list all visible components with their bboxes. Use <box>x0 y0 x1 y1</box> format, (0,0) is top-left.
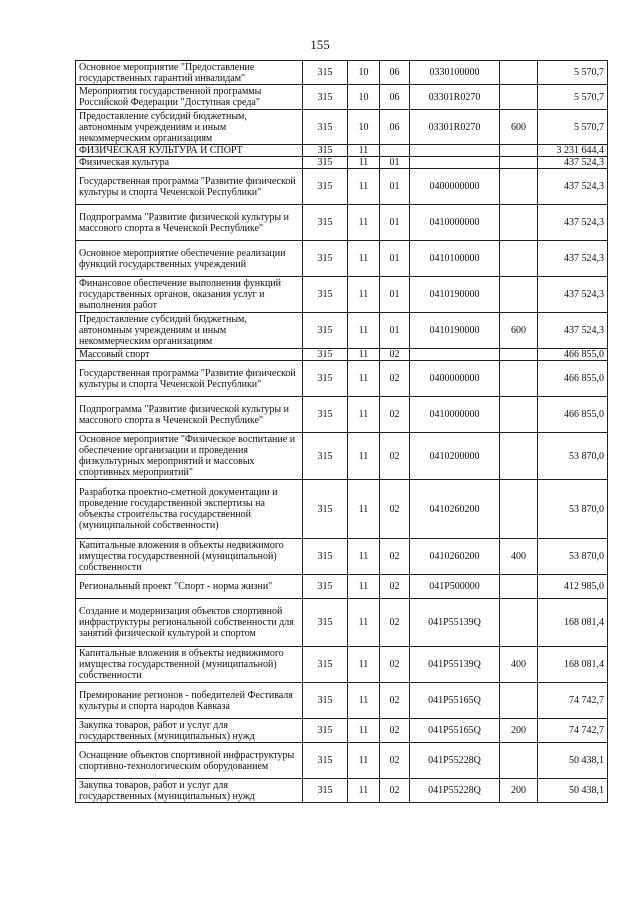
row-expense-type-cell: 200 <box>500 719 538 743</box>
table-row <box>76 313 608 349</box>
row-expense-type-cell <box>500 599 538 647</box>
row-amount-cell: 50 438,1 <box>538 779 608 803</box>
row-amount-cell: 3 231 644,4 <box>538 145 608 157</box>
row-grbs-cell: 315 <box>303 85 348 110</box>
row-grbs-cell: 315 <box>303 169 348 205</box>
row-grbs-cell: 315 <box>303 397 348 433</box>
row-target-article-cell <box>410 349 500 361</box>
table-row <box>76 110 608 145</box>
row-target-article-cell: 0410260200 <box>410 539 500 575</box>
row-expense-type-cell <box>500 169 538 205</box>
row-expense-type-cell: 600 <box>500 313 538 349</box>
row-grbs-cell: 315 <box>303 110 348 145</box>
table-row <box>76 85 608 110</box>
row-name-cell: Закупка товаров, работ и услуг для государственных (муниципальных) нужд <box>76 779 303 803</box>
table-row <box>76 743 608 779</box>
table-row <box>76 241 608 277</box>
row-target-article-cell: 0410190000 <box>410 277 500 313</box>
row-grbs-cell: 315 <box>303 779 348 803</box>
row-amount-cell: 74 742,7 <box>538 719 608 743</box>
row-target-article-cell: 03301R0270 <box>410 110 500 145</box>
row-section-cell: 11 <box>348 575 380 599</box>
row-amount-cell: 74 742,7 <box>538 683 608 719</box>
row-section-cell: 10 <box>348 61 380 85</box>
row-subsection-cell: 02 <box>380 539 410 575</box>
row-section-cell: 11 <box>348 205 380 241</box>
table-row <box>76 575 608 599</box>
row-expense-type-cell <box>500 397 538 433</box>
row-expense-type-cell <box>500 433 538 480</box>
row-section-cell: 11 <box>348 169 380 205</box>
row-name-cell: Премирование регионов - победителей Фестиваля культуры и спорта народов Кавказа <box>76 683 303 719</box>
row-name-cell: Закупка товаров, работ и услуг для государственных (муниципальных) нужд <box>76 719 303 743</box>
row-section-cell: 11 <box>348 157 380 169</box>
row-subsection-cell: 02 <box>380 480 410 539</box>
row-subsection-cell: 02 <box>380 361 410 397</box>
row-target-article-cell: 0400000000 <box>410 169 500 205</box>
row-expense-type-cell <box>500 157 538 169</box>
row-target-article-cell <box>410 145 500 157</box>
row-grbs-cell: 315 <box>303 575 348 599</box>
row-section-cell: 11 <box>348 480 380 539</box>
row-name-cell: Финансовое обеспечение выполнения функций государственных органов, оказания услуг и выполнения работ <box>76 277 303 313</box>
row-target-article-cell: 041P55139Q <box>410 647 500 683</box>
row-amount-cell: 168 081,4 <box>538 647 608 683</box>
row-amount-cell: 466 855,0 <box>538 397 608 433</box>
row-target-article-cell: 041P500000 <box>410 575 500 599</box>
table-row <box>76 205 608 241</box>
row-section-cell: 11 <box>348 779 380 803</box>
row-target-article-cell: 041P55228Q <box>410 779 500 803</box>
row-amount-cell: 412 985,0 <box>538 575 608 599</box>
row-grbs-cell: 315 <box>303 313 348 349</box>
row-expense-type-cell <box>500 85 538 110</box>
row-grbs-cell: 315 <box>303 277 348 313</box>
row-name-cell: Основное мероприятие "Предоставление государственных гарантий инвалидам" <box>76 61 303 85</box>
row-grbs-cell: 315 <box>303 719 348 743</box>
row-subsection-cell: 01 <box>380 313 410 349</box>
row-name-cell: ФИЗИЧЕСКАЯ КУЛЬТУРА И СПОРТ <box>76 145 303 157</box>
row-section-cell: 10 <box>348 110 380 145</box>
row-expense-type-cell <box>500 61 538 85</box>
row-name-cell: Оснащение объектов спортивной инфраструктуры спортивно-технологическим оборудованием <box>76 743 303 779</box>
row-name-cell: Массовый спорт <box>76 349 303 361</box>
row-target-article-cell: 0410000000 <box>410 397 500 433</box>
row-target-article-cell: 0410260200 <box>410 480 500 539</box>
row-name-cell: Мероприятия государственной программы Российской Федерации "Доступная среда" <box>76 85 303 110</box>
row-amount-cell: 437 524,3 <box>538 277 608 313</box>
row-amount-cell: 168 081,4 <box>538 599 608 647</box>
row-section-cell: 11 <box>348 599 380 647</box>
row-grbs-cell: 315 <box>303 241 348 277</box>
table-row <box>76 719 608 743</box>
row-grbs-cell: 315 <box>303 205 348 241</box>
table-row <box>76 599 608 647</box>
table-row <box>76 647 608 683</box>
table-row <box>76 779 608 803</box>
table-row <box>76 61 608 85</box>
table-row <box>76 480 608 539</box>
row-target-article-cell <box>410 157 500 169</box>
row-section-cell: 10 <box>348 85 380 110</box>
row-name-cell: Подпрограмма "Развитие физической культуры и массового спорта в Чеченской Республике" <box>76 397 303 433</box>
row-expense-type-cell: 400 <box>500 647 538 683</box>
budget-table-body <box>76 61 608 803</box>
row-expense-type-cell: 400 <box>500 539 538 575</box>
row-grbs-cell: 315 <box>303 433 348 480</box>
row-subsection-cell: 02 <box>380 743 410 779</box>
row-subsection-cell: 06 <box>380 85 410 110</box>
table-row <box>76 683 608 719</box>
row-subsection-cell: 02 <box>380 433 410 480</box>
row-expense-type-cell <box>500 361 538 397</box>
row-amount-cell: 466 855,0 <box>538 349 608 361</box>
row-subsection-cell: 06 <box>380 110 410 145</box>
row-subsection-cell: 01 <box>380 157 410 169</box>
row-section-cell: 11 <box>348 719 380 743</box>
row-name-cell: Капитальные вложения в объекты недвижимого имущества государственной (муниципальной) собственности <box>76 647 303 683</box>
row-amount-cell: 437 524,3 <box>538 169 608 205</box>
row-expense-type-cell <box>500 145 538 157</box>
row-expense-type-cell <box>500 480 538 539</box>
row-expense-type-cell <box>500 277 538 313</box>
row-grbs-cell: 315 <box>303 361 348 397</box>
row-target-article-cell: 041P55165Q <box>410 719 500 743</box>
row-name-cell: Основное мероприятие обеспечение реализации функций государственных учреждений <box>76 241 303 277</box>
row-expense-type-cell: 600 <box>500 110 538 145</box>
row-target-article-cell: 0410190000 <box>410 313 500 349</box>
row-section-cell: 11 <box>348 683 380 719</box>
row-target-article-cell: 041P55165Q <box>410 683 500 719</box>
row-name-cell: Физическая культура <box>76 157 303 169</box>
row-subsection-cell: 06 <box>380 61 410 85</box>
row-expense-type-cell <box>500 743 538 779</box>
row-section-cell: 11 <box>348 313 380 349</box>
row-amount-cell: 53 870,0 <box>538 539 608 575</box>
row-subsection-cell: 01 <box>380 241 410 277</box>
row-name-cell: Региональный проект "Спорт - норма жизни" <box>76 575 303 599</box>
row-amount-cell: 53 870,0 <box>538 433 608 480</box>
row-target-article-cell: 0410000000 <box>410 205 500 241</box>
row-expense-type-cell: 200 <box>500 779 538 803</box>
row-subsection-cell: 02 <box>380 719 410 743</box>
row-amount-cell: 437 524,3 <box>538 313 608 349</box>
row-section-cell: 11 <box>348 397 380 433</box>
row-target-article-cell: 0410200000 <box>410 433 500 480</box>
table-row <box>76 433 608 480</box>
row-section-cell: 11 <box>348 349 380 361</box>
row-section-cell: 11 <box>348 647 380 683</box>
row-subsection-cell: 02 <box>380 349 410 361</box>
row-subsection-cell: 02 <box>380 683 410 719</box>
row-name-cell: Основное мероприятие "Физическое воспитание и обеспечение организации и проведения физкультурных мероприятий и массовых спортивных мероприятий" <box>76 433 303 480</box>
row-grbs-cell: 315 <box>303 349 348 361</box>
row-subsection-cell: 02 <box>380 647 410 683</box>
row-grbs-cell: 315 <box>303 599 348 647</box>
row-target-article-cell: 03301R0270 <box>410 85 500 110</box>
row-section-cell: 11 <box>348 743 380 779</box>
row-amount-cell: 437 524,3 <box>538 157 608 169</box>
row-name-cell: Государственная программа "Развитие физической культуры и спорта Чеченской Республики" <box>76 361 303 397</box>
row-name-cell: Государственная программа "Развитие физической культуры и спорта Чеченской Республики" <box>76 169 303 205</box>
row-section-cell: 11 <box>348 145 380 157</box>
table-row <box>76 277 608 313</box>
row-expense-type-cell <box>500 575 538 599</box>
table-row <box>76 539 608 575</box>
row-name-cell: Создание и модернизация объектов спортивной инфраструктуры региональной собственности для занятий физической культурой и спортом <box>76 599 303 647</box>
row-amount-cell: 5 570,7 <box>538 61 608 85</box>
row-amount-cell: 437 524,3 <box>538 241 608 277</box>
row-amount-cell: 5 570,7 <box>538 110 608 145</box>
row-amount-cell: 437 524,3 <box>538 205 608 241</box>
table-row <box>76 349 608 361</box>
row-section-cell: 11 <box>348 277 380 313</box>
page-number: 155 <box>310 37 330 52</box>
row-name-cell: Капитальные вложения в объекты недвижимого имущества государственной (муниципальной) собственности <box>76 539 303 575</box>
row-grbs-cell: 315 <box>303 647 348 683</box>
row-subsection-cell: 02 <box>380 779 410 803</box>
row-target-article-cell: 041P55139Q <box>410 599 500 647</box>
row-subsection-cell: 02 <box>380 599 410 647</box>
row-name-cell: Подпрограмма "Развитие физической культуры и массового спорта в Чеченской Республике" <box>76 205 303 241</box>
row-name-cell: Предоставление субсидий бюджетным, автономным учреждениям и иным некоммерческим организациям <box>76 313 303 349</box>
row-section-cell: 11 <box>348 433 380 480</box>
row-subsection-cell <box>380 145 410 157</box>
row-expense-type-cell <box>500 241 538 277</box>
budget-table <box>75 60 608 803</box>
row-name-cell: Разработка проектно-сметной документации и проведение государственной экспертизы на объекты строительства государственной (муниципальной собственности) <box>76 480 303 539</box>
row-grbs-cell: 315 <box>303 157 348 169</box>
row-section-cell: 11 <box>348 361 380 397</box>
row-amount-cell: 5 570,7 <box>538 85 608 110</box>
row-amount-cell: 466 855,0 <box>538 361 608 397</box>
row-grbs-cell: 315 <box>303 480 348 539</box>
table-row <box>76 145 608 157</box>
table-row <box>76 397 608 433</box>
row-subsection-cell: 02 <box>380 575 410 599</box>
row-target-article-cell: 0410100000 <box>410 241 500 277</box>
row-subsection-cell: 01 <box>380 277 410 313</box>
row-name-cell: Предоставление субсидий бюджетным, автономным учреждениям и иным некоммерческим организациям <box>76 110 303 145</box>
row-subsection-cell: 02 <box>380 397 410 433</box>
row-expense-type-cell <box>500 205 538 241</box>
row-grbs-cell: 315 <box>303 61 348 85</box>
table-row <box>76 361 608 397</box>
row-target-article-cell: 041P55228Q <box>410 743 500 779</box>
row-amount-cell: 53 870,0 <box>538 480 608 539</box>
row-subsection-cell: 01 <box>380 205 410 241</box>
row-section-cell: 11 <box>348 539 380 575</box>
row-target-article-cell: 0330100000 <box>410 61 500 85</box>
row-grbs-cell: 315 <box>303 683 348 719</box>
row-target-article-cell: 0400000000 <box>410 361 500 397</box>
row-amount-cell: 50 438,1 <box>538 743 608 779</box>
row-expense-type-cell <box>500 349 538 361</box>
row-section-cell: 11 <box>348 241 380 277</box>
table-row <box>76 157 608 169</box>
row-grbs-cell: 315 <box>303 743 348 779</box>
table-row <box>76 169 608 205</box>
row-expense-type-cell <box>500 683 538 719</box>
row-grbs-cell: 315 <box>303 539 348 575</box>
row-grbs-cell: 315 <box>303 145 348 157</box>
row-subsection-cell: 01 <box>380 169 410 205</box>
